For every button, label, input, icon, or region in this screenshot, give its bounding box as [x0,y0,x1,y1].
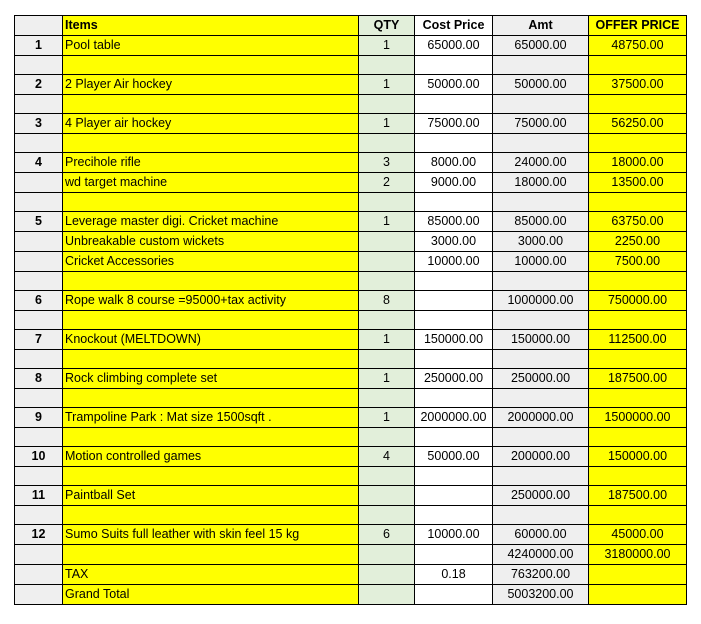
qty-cell[interactable] [359,56,415,75]
serial-cell[interactable]: 9 [15,408,63,428]
table-row [15,36,687,56]
amt-cell[interactable]: 24000.00 [493,153,589,173]
table-row [15,252,687,272]
item-cell[interactable] [63,95,359,114]
table-row [15,95,687,114]
header-row [15,16,687,36]
serial-cell[interactable] [15,428,63,447]
item-cell[interactable]: wd target machine [63,173,359,193]
serial-cell[interactable] [15,272,63,291]
amt-cell[interactable]: 65000.00 [493,36,589,56]
cost-price-cell[interactable]: 250000.00 [415,369,493,389]
table-row [15,350,687,369]
serial-cell[interactable] [15,232,63,252]
table-row [15,173,687,193]
offer-price-cell[interactable]: 750000.00 [589,291,687,311]
offer-price-cell[interactable] [589,428,687,447]
serial-cell[interactable]: 6 [15,291,63,311]
cost-price-cell[interactable] [415,350,493,369]
qty-cell[interactable]: 1 [359,330,415,350]
item-cell[interactable]: Leverage master digi. Cricket machine [63,212,359,232]
quotation-table [14,15,687,605]
serial-cell[interactable]: 1 [15,36,63,56]
cost-price-cell[interactable] [415,56,493,75]
item-cell[interactable]: Motion controlled games [63,447,359,467]
offer-price-cell[interactable]: 150000.00 [589,447,687,467]
table-row [15,75,687,95]
cost-price-cell[interactable] [415,389,493,408]
cost-price-cell[interactable] [415,272,493,291]
amt-cell[interactable]: 50000.00 [493,75,589,95]
table-row [15,447,687,467]
header-serial-cell[interactable] [15,16,63,36]
table-row [15,545,687,565]
amt-cell[interactable] [493,272,589,291]
table-row [15,506,687,525]
offer-price-cell[interactable] [589,56,687,75]
qty-cell[interactable]: 3 [359,153,415,173]
cost-price-cell[interactable] [415,428,493,447]
item-cell[interactable] [63,56,359,75]
offer-price-cell[interactable]: 56250.00 [589,114,687,134]
offer-price-cell[interactable]: 63750.00 [589,212,687,232]
qty-cell[interactable]: 4 [359,447,415,467]
item-cell[interactable] [63,272,359,291]
amt-cell[interactable] [493,467,589,486]
cost-price-cell[interactable] [415,467,493,486]
serial-cell[interactable] [15,350,63,369]
amt-cell[interactable] [493,134,589,153]
serial-cell[interactable] [15,506,63,525]
amt-cell[interactable] [493,506,589,525]
qty-cell[interactable]: 8 [359,291,415,311]
serial-cell[interactable]: 10 [15,447,63,467]
offer-price-cell[interactable] [589,506,687,525]
table-row [15,467,687,486]
table-row [15,408,687,428]
serial-cell[interactable]: 7 [15,330,63,350]
header-cost-price-cell[interactable]: Cost Price [415,16,493,36]
cost-price-cell[interactable]: 10000.00 [415,252,493,272]
qty-cell[interactable] [359,311,415,330]
serial-cell[interactable]: 4 [15,153,63,173]
amt-cell[interactable] [493,389,589,408]
item-cell[interactable] [63,311,359,330]
cost-price-cell[interactable]: 150000.00 [415,330,493,350]
qty-cell[interactable] [359,585,415,605]
amt-cell[interactable]: 1000000.00 [493,291,589,311]
offer-price-cell[interactable] [589,193,687,212]
cost-price-cell[interactable] [415,506,493,525]
item-cell[interactable]: 4 Player air hockey [63,114,359,134]
item-cell[interactable] [63,545,359,565]
serial-cell[interactable] [15,389,63,408]
item-cell[interactable] [63,467,359,486]
qty-cell[interactable] [359,252,415,272]
table-row [15,193,687,212]
amt-cell[interactable]: 18000.00 [493,173,589,193]
offer-price-cell[interactable]: 37500.00 [589,75,687,95]
table-row [15,565,687,585]
item-cell[interactable]: Grand Total [63,585,359,605]
table-row [15,428,687,447]
serial-cell[interactable] [15,311,63,330]
offer-price-cell[interactable] [589,389,687,408]
amt-cell[interactable] [493,95,589,114]
table-row [15,232,687,252]
item-cell[interactable]: Trampoline Park : Mat size 1500sqft . [63,408,359,428]
offer-price-cell[interactable] [589,311,687,330]
amt-cell[interactable]: 4240000.00 [493,545,589,565]
cost-price-cell[interactable] [415,134,493,153]
item-cell[interactable] [63,134,359,153]
cost-price-cell[interactable] [415,545,493,565]
offer-price-cell[interactable]: 45000.00 [589,525,687,545]
cost-price-cell[interactable]: 65000.00 [415,36,493,56]
serial-cell[interactable]: 5 [15,212,63,232]
table-row [15,369,687,389]
cost-price-cell[interactable]: 8000.00 [415,153,493,173]
serial-cell[interactable] [15,193,63,212]
table-row [15,56,687,75]
item-cell[interactable]: Paintball Set [63,486,359,506]
amt-cell[interactable]: 2000000.00 [493,408,589,428]
cost-price-cell[interactable] [415,486,493,506]
qty-cell[interactable] [359,389,415,408]
offer-price-cell[interactable]: 187500.00 [589,369,687,389]
item-cell[interactable] [63,389,359,408]
qty-cell[interactable] [359,95,415,114]
offer-price-cell[interactable] [589,467,687,486]
item-cell[interactable]: 2 Player Air hockey [63,75,359,95]
offer-price-cell[interactable]: 1500000.00 [589,408,687,428]
table-row [15,291,687,311]
cost-price-cell[interactable]: 2000000.00 [415,408,493,428]
item-cell[interactable] [63,506,359,525]
offer-price-cell[interactable] [589,134,687,153]
header-qty-cell[interactable]: QTY [359,16,415,36]
table-row [15,486,687,506]
qty-cell[interactable] [359,272,415,291]
item-cell[interactable] [63,350,359,369]
cost-price-cell[interactable]: 10000.00 [415,525,493,545]
qty-cell[interactable]: 2 [359,173,415,193]
item-cell[interactable] [63,428,359,447]
amt-cell[interactable] [493,350,589,369]
item-cell[interactable]: Rock climbing complete set [63,369,359,389]
table-row [15,311,687,330]
serial-cell[interactable] [15,467,63,486]
amt-cell[interactable]: 5003200.00 [493,585,589,605]
item-cell[interactable]: Unbreakable custom wickets [63,232,359,252]
offer-price-cell[interactable]: 2250.00 [589,232,687,252]
qty-cell[interactable] [359,134,415,153]
item-cell[interactable]: TAX [63,565,359,585]
qty-cell[interactable] [359,506,415,525]
cost-price-cell[interactable]: 9000.00 [415,173,493,193]
table-row [15,585,687,605]
amt-cell[interactable] [493,56,589,75]
serial-cell[interactable] [15,56,63,75]
offer-price-cell[interactable] [589,350,687,369]
offer-price-cell[interactable] [589,585,687,605]
serial-cell[interactable] [15,545,63,565]
qty-cell[interactable] [359,545,415,565]
qty-cell[interactable]: 6 [359,525,415,545]
item-cell[interactable]: Rope walk 8 course =95000+tax activity [63,291,359,311]
offer-price-cell[interactable]: 187500.00 [589,486,687,506]
table-row [15,153,687,173]
offer-price-cell[interactable] [589,95,687,114]
cost-price-cell[interactable] [415,585,493,605]
qty-cell[interactable]: 1 [359,408,415,428]
qty-cell[interactable] [359,467,415,486]
qty-cell[interactable] [359,193,415,212]
table-row [15,330,687,350]
amt-cell[interactable]: 60000.00 [493,525,589,545]
offer-price-cell[interactable]: 48750.00 [589,36,687,56]
cost-price-cell[interactable] [415,291,493,311]
offer-price-cell[interactable]: 7500.00 [589,252,687,272]
qty-cell[interactable] [359,232,415,252]
cost-price-cell[interactable]: 0.18 [415,565,493,585]
item-cell[interactable]: Knockout (MELTDOWN) [63,330,359,350]
qty-cell[interactable]: 1 [359,114,415,134]
table-row [15,134,687,153]
qty-cell[interactable]: 1 [359,212,415,232]
serial-cell[interactable]: 8 [15,369,63,389]
cost-price-cell[interactable]: 3000.00 [415,232,493,252]
header-items-cell[interactable]: Items [63,16,359,36]
offer-price-cell[interactable] [589,272,687,291]
serial-cell[interactable] [15,252,63,272]
header-offer-price-cell[interactable]: OFFER PRICE [589,16,687,36]
qty-cell[interactable] [359,350,415,369]
amt-cell[interactable]: 763200.00 [493,565,589,585]
qty-cell[interactable]: 1 [359,369,415,389]
amt-cell[interactable] [493,311,589,330]
qty-cell[interactable] [359,486,415,506]
amt-cell[interactable]: 3000.00 [493,232,589,252]
amt-cell[interactable] [493,428,589,447]
amt-cell[interactable]: 10000.00 [493,252,589,272]
qty-cell[interactable] [359,428,415,447]
serial-cell[interactable] [15,173,63,193]
amt-cell[interactable]: 85000.00 [493,212,589,232]
amt-cell[interactable]: 150000.00 [493,330,589,350]
offer-price-cell[interactable]: 3180000.00 [589,545,687,565]
item-cell[interactable]: Sumo Suits full leather with skin feel 15 kg [63,525,359,545]
header-amt-cell[interactable]: Amt [493,16,589,36]
cost-price-cell[interactable] [415,95,493,114]
item-cell[interactable]: Precihole rifle [63,153,359,173]
serial-cell[interactable] [15,565,63,585]
table-row [15,525,687,545]
item-cell[interactable]: Pool table [63,36,359,56]
amt-cell[interactable] [493,193,589,212]
cost-price-cell[interactable]: 50000.00 [415,75,493,95]
serial-cell[interactable]: 2 [15,75,63,95]
cost-price-cell[interactable] [415,193,493,212]
table-row [15,272,687,291]
cost-price-cell[interactable]: 75000.00 [415,114,493,134]
cost-price-cell[interactable]: 50000.00 [415,447,493,467]
offer-price-cell[interactable] [589,565,687,585]
table-row [15,212,687,232]
cost-price-cell[interactable] [415,311,493,330]
item-cell[interactable]: Cricket Accessories [63,252,359,272]
serial-cell[interactable] [15,134,63,153]
qty-cell[interactable]: 1 [359,36,415,56]
serial-cell[interactable]: 11 [15,486,63,506]
amt-cell[interactable]: 200000.00 [493,447,589,467]
offer-price-cell[interactable]: 18000.00 [589,153,687,173]
offer-price-cell[interactable]: 112500.00 [589,330,687,350]
qty-cell[interactable]: 1 [359,75,415,95]
amt-cell[interactable]: 250000.00 [493,486,589,506]
amt-cell[interactable]: 75000.00 [493,114,589,134]
serial-cell[interactable]: 12 [15,525,63,545]
qty-cell[interactable] [359,565,415,585]
offer-price-cell[interactable]: 13500.00 [589,173,687,193]
table-row [15,389,687,408]
item-cell[interactable] [63,193,359,212]
table-row [15,114,687,134]
serial-cell[interactable] [15,585,63,605]
serial-cell[interactable]: 3 [15,114,63,134]
cost-price-cell[interactable]: 85000.00 [415,212,493,232]
amt-cell[interactable]: 250000.00 [493,369,589,389]
serial-cell[interactable] [15,95,63,114]
